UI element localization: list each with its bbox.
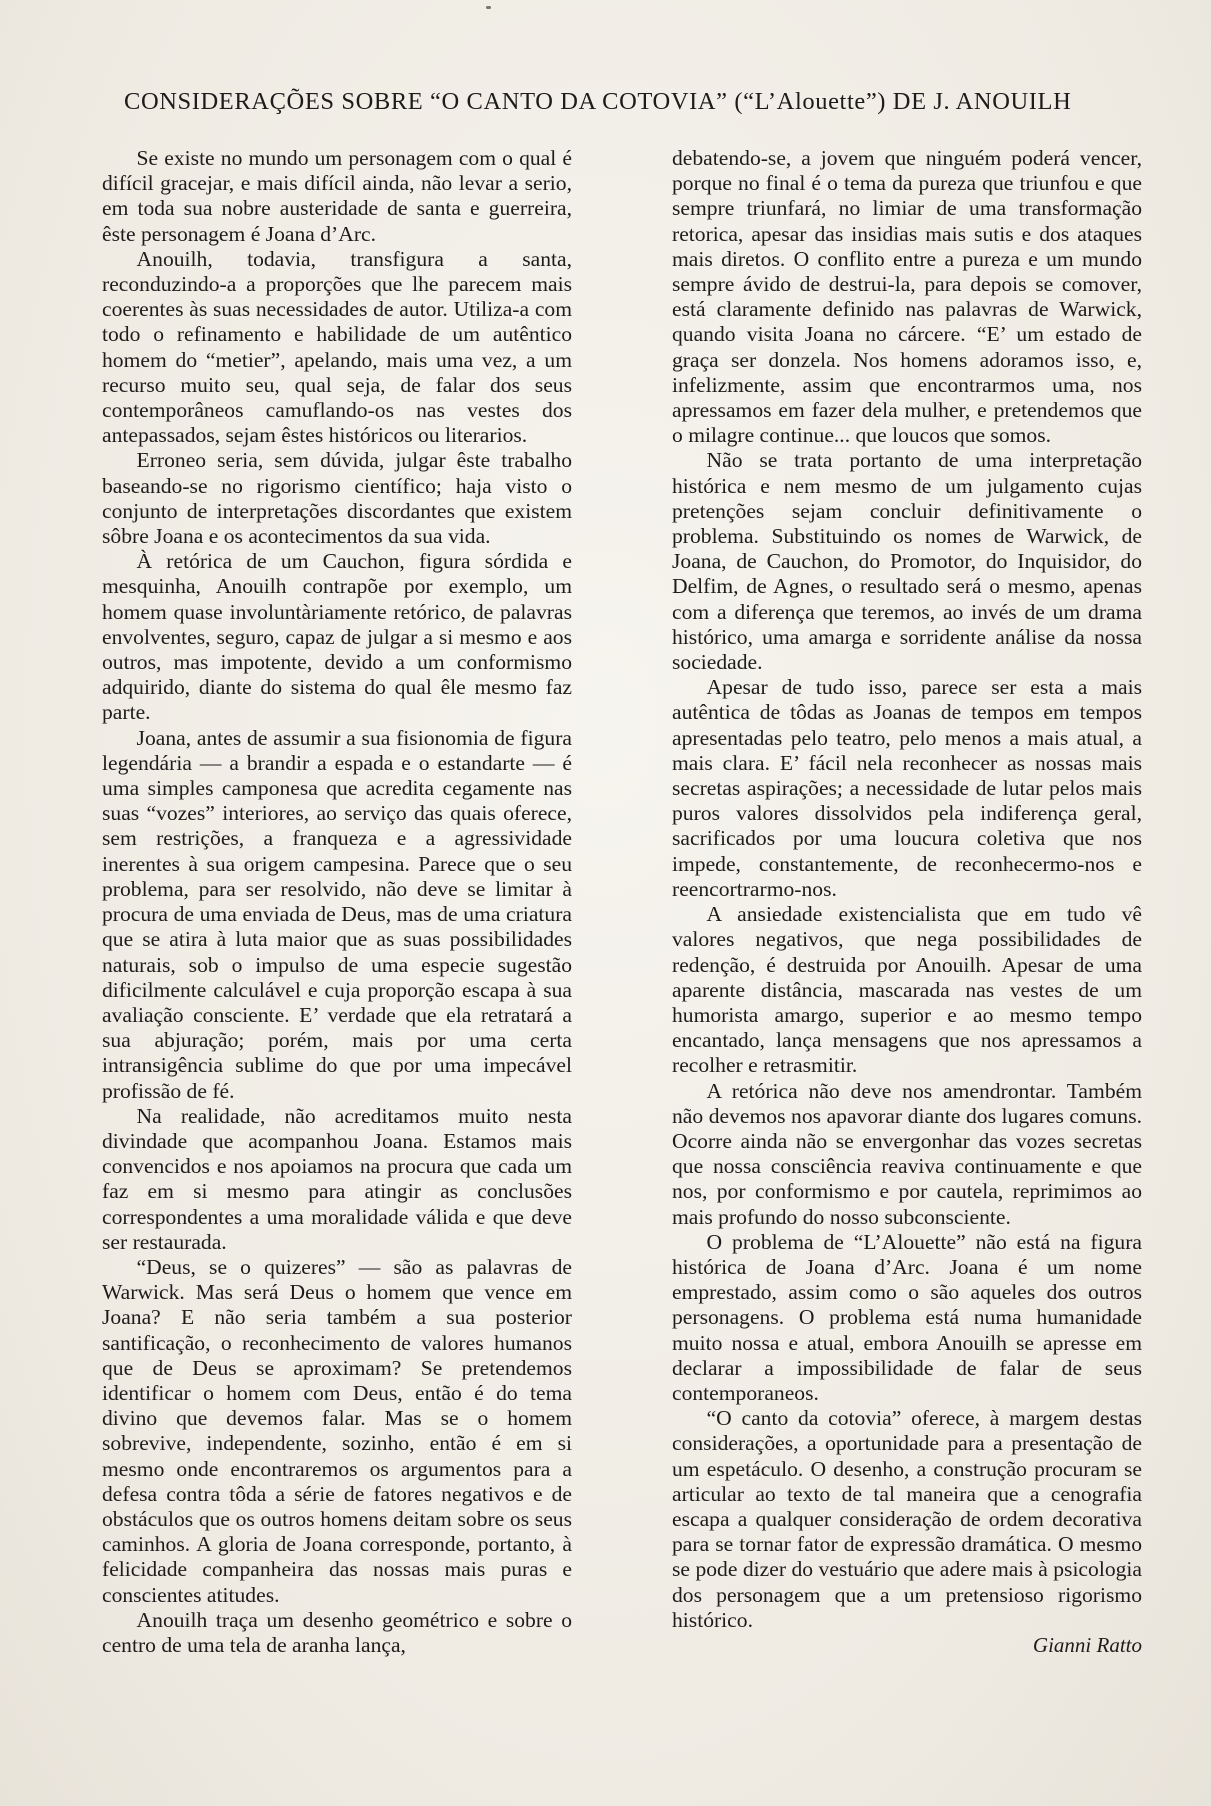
paragraph: “O canto da cotovia” oferece, à margem destas considerações, a oportunidade para a presentação de um espetáculo. O desenho, a construção procuram se articular ao texto de tal maneira que a cenografia escapa a qualquer consideração de ordem decorativa para se tornar fator de expressão dramática. O mesmo se pode dizer do vestuário que adere mais à psicologia dos personagem que a um pretensioso rigorismo histórico. bbox=[672, 1406, 1142, 1632]
paragraph: À retórica de um Cauchon, figura sórdida e mesquinha, Anouilh contrapõe por exemplo, um homem quase involuntàriamente retórico, de palavras envolventes, seguro, capaz de julgar a si mesmo e aos outros, mas impotente, devido a um conformismo adquirido, diante do sistema do qual êle mesmo faz parte. bbox=[102, 549, 572, 725]
paragraph: Na realidade, não acreditamos muito nesta divindade que acompanhou Joana. Estamos mais convencidos e nos apoiamos na procura que cada um faz em si mesmo para atingir as conclusões correspondentes a uma moralidade válida e que deve ser restaurada. bbox=[102, 1103, 572, 1254]
paragraph: Não se trata portanto de uma interpretação histórica e nem mesmo de um julgamento cujas pretenções sejam concluir definitivamente o problema. Substituindo os nomes de Warwick, de Joana, de Cauchon, do Promotor, do Inquisidor, do Delfim, de Agnes, o resultado será o mesmo, apenas com a diferença que teremos, ao invés de um drama histórico, uma amarga e sorridente análise da nossa sociedade. bbox=[672, 448, 1142, 675]
paragraph: A retórica não deve nos amendrontar. Também não devemos nos apavorar diante dos lugares comuns. Ocorre ainda não se envergonhar das vozes secretas que nossa consciência reaviva continuamente e que nos, por conformismo e por cautela, reprimimos ao mais profundo do nosso subconsciente. bbox=[672, 1078, 1142, 1229]
paper-speck bbox=[486, 6, 491, 9]
paragraph: “Deus, se o quizeres” — são as palavras de Warwick. Mas será Deus o homem que vence em Joana? E não seria também a sua posterior santificação, o reconhecimento de valores humanos que de Deus se aproximam? Se pretendemos identificar o homem com Deus, então é do tema divino que devemos falar. Mas se o homem sobrevive, independente, sozinho, então é em si mesmo onde encontraremos os argumentos para a defesa contra tôda a série de fatores negativos e de obstáculos que os outros homens deitam sobre os seus caminhos. A gloria de Joana corresponde, portanto, à felicidade companheira das nossas mais puras e conscientes atitudes. bbox=[102, 1254, 572, 1607]
right-column bbox=[672, 146, 1142, 1658]
paragraph: Anouilh traça um desenho geométrico e sobre o centro de uma tela de aranha lança, bbox=[102, 1607, 572, 1657]
author-signature: Gianni Ratto bbox=[1032, 1632, 1142, 1657]
paragraph: Erroneo seria, sem dúvida, julgar êste trabalho baseando-se no rigorismo científico; haja visto o conjunto de interpretações discordantes que existem sôbre Joana e os acontecimentos da sua vida. bbox=[102, 448, 572, 549]
paragraph-continuation: debatendo-se, a jovem que ninguém poderá vencer, porque no final é o tema da pureza que triunfou e que sempre triunfará, no limiar de uma transformação retorica, apesar das insidias mais sutis e dos ataques mais diretos. O conflito entre a pureza e um mundo sempre ávido de destrui-la, para depois se comover, está claramente definido nas palavras de Warwick, quando visita Joana no cárcere. “E’ um estado de graça ser donzela. Nos homens adoramos isso, e, infelizmente, assim que encontrarmos uma, nos apressamos em fazer dela mulher, e pretendemos que o milagre continue... que loucos que somos. bbox=[672, 146, 1142, 448]
paragraph: A ansiedade existencialista que em tudo vê valores negativos, que nega possibilidades de redenção, é destruida por Anouilh. Apesar de uma aparente distância, mascarada nas vestes de um humorista amargo, superior e ao mesmo tempo encantado, lança mensagens que nos apressamos a recolher e retrasmitir. bbox=[672, 902, 1142, 1078]
paragraph: Anouilh, todavia, transfigura a santa, reconduzindo-a a proporções que lhe parecem mais coerentes às suas necessidades de autor. Utiliza-a com todo o refinamento e habilidade de um autêntico homem do “metier”, apelando, mais uma vez, a um recurso muito seu, qual seja, de falar dos seus contemporâneos camuflando-os nas vestes dos antepassados, sejam êstes históricos ou literarios. bbox=[102, 246, 572, 448]
paragraph: O problema de “L’Alouette” não está na figura histórica de Joana d’Arc. Joana é um nome emprestado, assim como o são aqueles dos outros personagens. O problema está numa humanidade muito nossa e atual, embora Anouilh se apresse em declarar a impossibilidade de falar de seus contemporaneos. bbox=[672, 1229, 1142, 1405]
paragraph: Apesar de tudo isso, parece ser esta a mais autêntica de tôdas as Joanas de tempos em tempos apresentadas pelo teatro, pelo menos a mais atual, a mais clara. E’ fácil nela reconhecer as nossas mais secretas aspirações; a necessidade de lutar pelos mais puros valores dissolvidos pela indiferença geral, sacrificados por uma loucura coletiva que nos impede, constantemente, de reconhecermo-nos e reencortrarmo-nos. bbox=[672, 675, 1142, 901]
left-column bbox=[102, 146, 572, 1658]
paragraph: Joana, antes de assumir a sua fisionomia de figura legendária — a brandir a espada e o estandarte — é uma simples camponesa que acredita cegamente nas suas “vozes” interiores, ao serviço das quais oferece, sem restrições, a franqueza e a agressividade inerentes à sua origem campesina. Parece que o seu problema, para ser resolvido, não deve se limitar à procura de uma enviada de Deus, mas de uma criatura que se atira à luta maior que as suas possibilidades naturais, sob o impulso de uma especie sugestão dificilmente calculável e cuja proporção escapa à sua avaliação consciente. E’ verdade que ela retratará a sua abjuração; porém, mais por uma certa intransigência sublime do que por uma impecável profissão de fé. bbox=[102, 725, 572, 1103]
article-title: CONSIDERAÇÕES SOBRE “O CANTO DA COTOVIA” (“L’Alouette”) DE J. ANOUILH bbox=[124, 88, 1072, 115]
paragraph: Se existe no mundo um personagem com o qual é difícil gracejar, e mais difícil ainda, não levar a serio, em toda sua nobre austeridade de santa e guerreira, êste personagem é Joana d’Arc. bbox=[102, 146, 572, 246]
